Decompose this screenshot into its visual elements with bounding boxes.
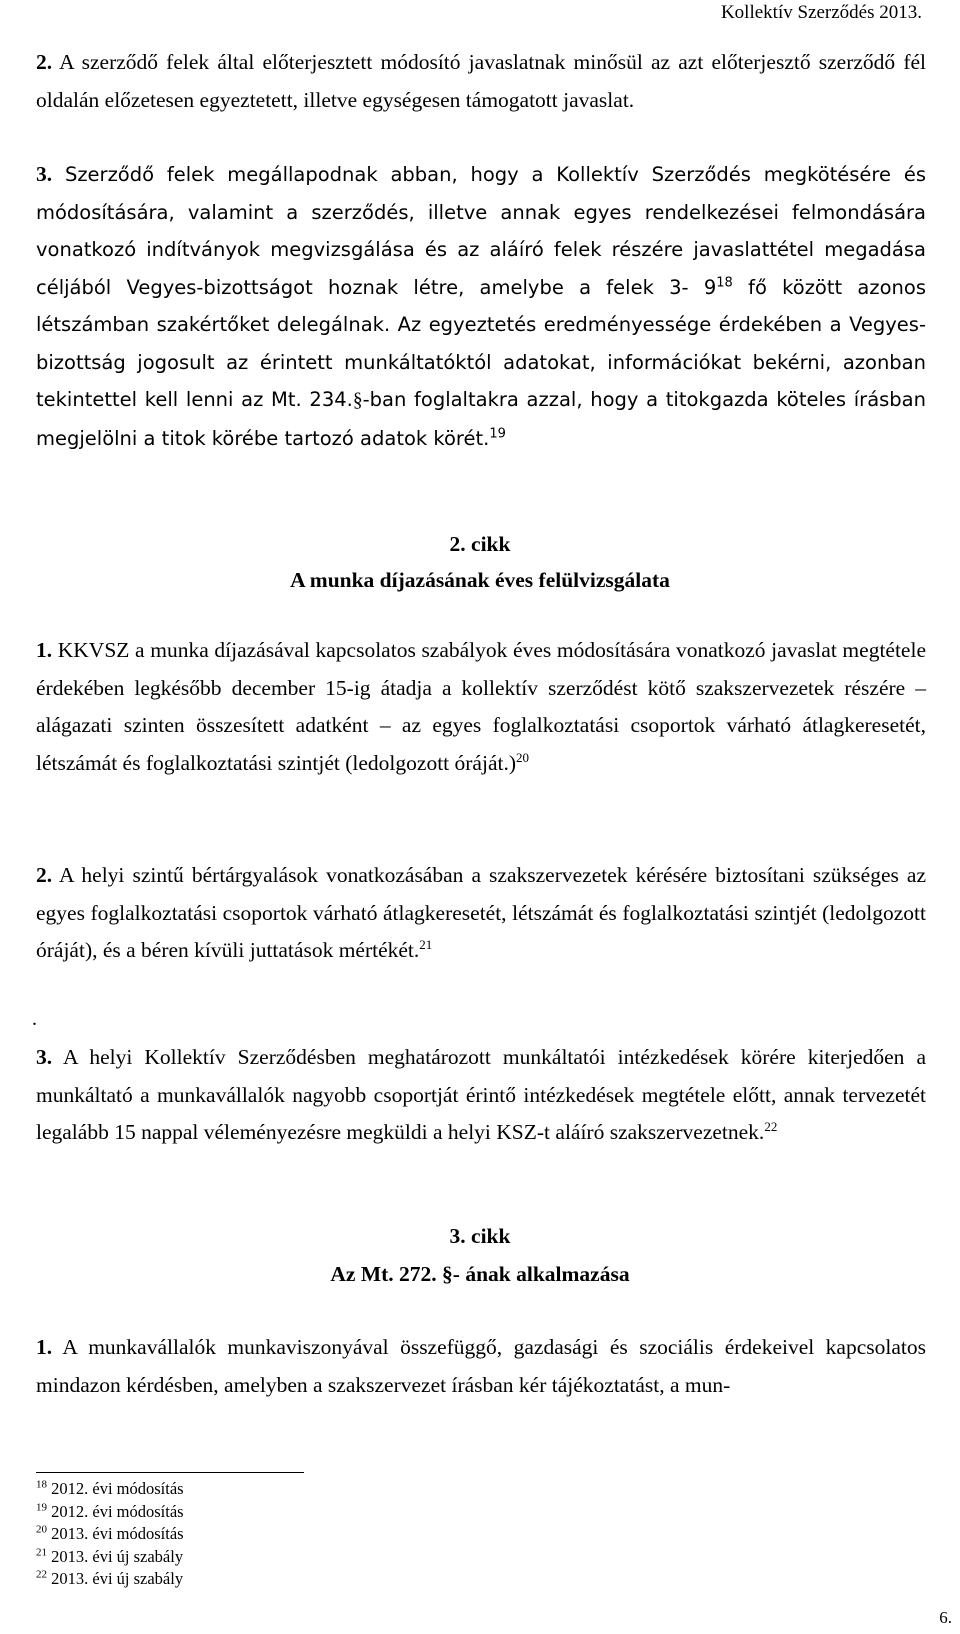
section-sign: § <box>442 1262 453 1286</box>
footnotes <box>36 1478 184 1591</box>
article-2-number: 2. cikk <box>449 532 511 556</box>
footnote <box>36 1546 184 1569</box>
footnote-text: 2013. évi új szabály <box>47 1546 184 1566</box>
article-2-item-3 <box>36 1039 926 1152</box>
section-sign: § <box>352 390 363 411</box>
footnote-number: 21 <box>36 1546 47 1558</box>
footnote-number: 18 <box>36 1478 47 1491</box>
article-3-title <box>0 1256 960 1292</box>
title-part: Az Mt. 272. <box>330 1262 443 1286</box>
running-header: Kollektív Szerződés 2013. <box>720 2 922 23</box>
paragraph-text: A szerződő felek által előterjesztett módosító javaslatnak minősül az azt előterjesztő szerződő fél oldalán előzetesen egyeztetett, illetve egységesen támogatott javaslat. <box>36 50 926 112</box>
article-3-number: 3. cikk <box>449 1224 511 1248</box>
item-text: A helyi Kollektív Szerződésben meghatározott munkáltatói intézkedések körére kiterjedően a munkáltató a munkavállalók nagyobb csoportját érintő intézkedések megtétele előtt, annak tervezetét legalább 15 nappal véleményezésre megküldi a helyi KSZ-t aláíró szakszervezetnek. <box>36 1045 926 1144</box>
footnote-number: 22 <box>36 1568 47 1581</box>
footnote-ref[interactable]: 18 <box>716 275 733 290</box>
paragraph-number: 3. <box>36 162 53 186</box>
footnote-text: 2013. évi új szabály <box>47 1569 184 1588</box>
article-3-item-1 <box>36 1329 926 1404</box>
article-2-title: A munka díjazásának éves felülvizsgálata <box>290 568 670 592</box>
item-number: 2. <box>36 863 53 887</box>
article-2-item-2 <box>36 857 926 970</box>
footnote-text: 2013. évi módosítás <box>47 1524 184 1543</box>
footnote-ref[interactable]: 21 <box>419 936 433 952</box>
item-text: KKVSZ a munka díjazásával kapcsolatos szabályok éves módosítására vonatkozó javaslat megtétele érdekében legkésőbb december 15-ig átadja a kollektív szerződést kötő szakszervezetek részére – alágazati szinten összesített adatként – az egyes foglalkoztatási csoportok várható átlagkeresetét, létszámát és foglalkoztatási szintjét (ledolgozott óráját.) <box>36 638 926 775</box>
stray-dot: . <box>32 1008 37 1030</box>
footnote-number: 19 <box>36 1501 47 1513</box>
footnote-ref[interactable]: 22 <box>764 1118 778 1134</box>
footnote-ref[interactable]: 19 <box>489 426 506 441</box>
paragraph-text: Szerződő felek megállapodnak abban, hogy a Kollektív Szerződés megkötésére és módosítására, valamint a szerződés, illetve annak egyes rendelkezései felmondására vonatkozó indítványok megvizsgálása és az aláíró felek részére javaslattétel megadása céljából Vegyes-bizottságot hoznak létre, amelybe a felek 3- 9 <box>36 163 926 299</box>
paragraph-text: -ban foglaltakra azzal, hogy a titokgazda köteles írásban megjelölni a titok körébe tartozó adatok körét. <box>36 388 926 450</box>
paragraph-3 <box>36 156 926 457</box>
page-number: 6. <box>939 1608 952 1627</box>
paragraph-number: 2. <box>36 50 53 74</box>
item-text: A helyi szintű bértárgyalások vonatkozásában a szakszervezetek kérésére biztosítani szükséges az egyes foglalkoztatási csoportok várható átlagkeresetét, létszámát és foglalkoztatási szintjét (ledolgozott óráját), és a béren kívüli juttatások mértékét. <box>36 863 926 962</box>
footnote-text: 2012. évi módosítás <box>47 1501 184 1521</box>
footnote-ref[interactable]: 20 <box>516 749 529 765</box>
footnote-separator <box>36 1472 304 1473</box>
item-text: A munkavállalók munkaviszonyával összefüggő, gazdasági és szociális érdekeivel kapcsolatos mindazon kérdésben, amelyben a szakszervezet írásban kér tájékoztatást, a mun- <box>36 1335 926 1397</box>
footnote-text: 2012. évi módosítás <box>47 1479 184 1498</box>
article-2-item-1 <box>36 632 926 782</box>
footnote <box>36 1568 184 1591</box>
item-number: 3. <box>36 1045 53 1069</box>
footnote-number: 20 <box>36 1523 47 1536</box>
item-number: 1. <box>36 638 53 662</box>
footnote <box>36 1523 184 1546</box>
footnote <box>36 1478 184 1501</box>
paragraph-text: fő között azonos létszámban szakértőket delegálnak. Az egyeztetés eredményessége érdekében a Vegyes-bizottság jogosult az érintett munkáltatóktól adatokat, információkat bekérni, azonban tekintettel kell lenni az Mt. 234. <box>36 275 926 411</box>
item-number: 1. <box>36 1335 53 1359</box>
footnote <box>36 1501 184 1524</box>
paragraph-2 <box>36 44 926 119</box>
title-part: - ának alkalmazása <box>452 1262 630 1286</box>
